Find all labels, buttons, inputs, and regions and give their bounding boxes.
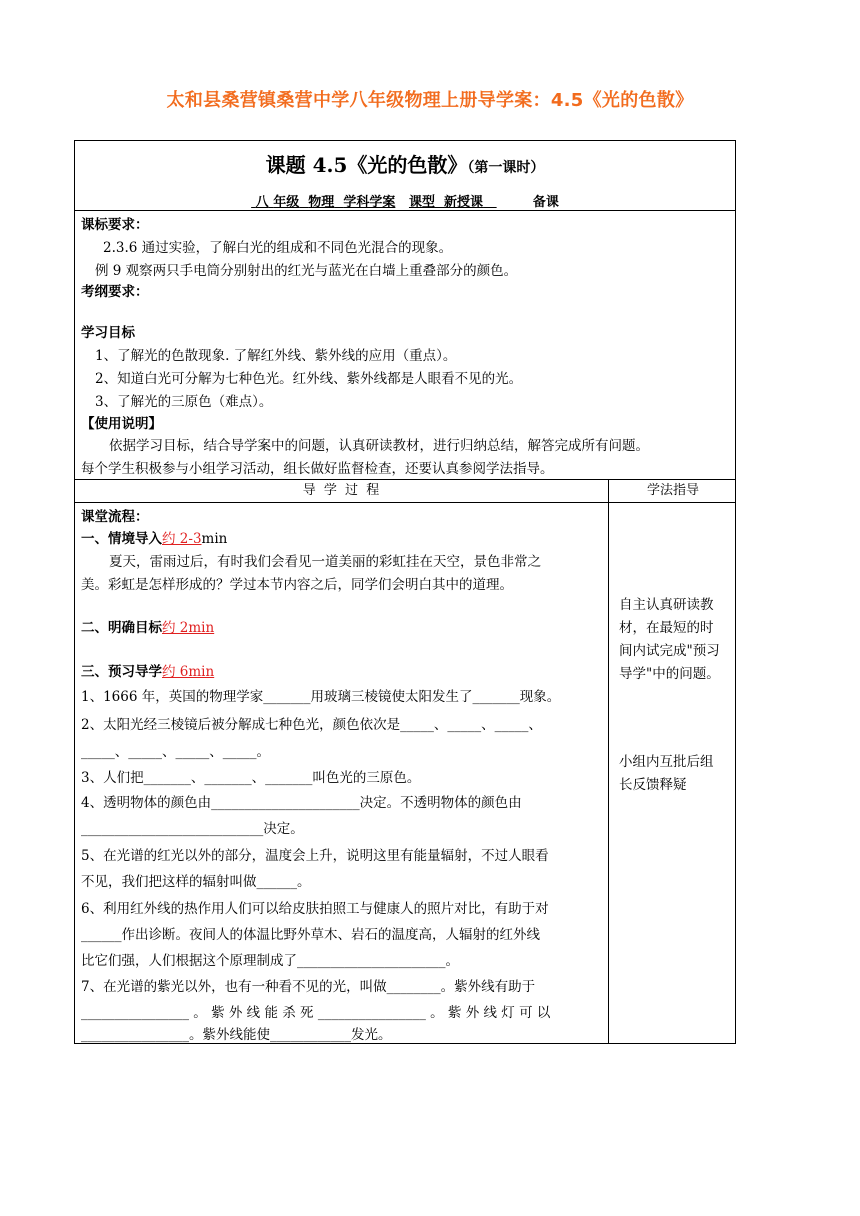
lesson-title-row [75, 151, 735, 182]
curriculum-line-2: 例 9 观察两只手电筒分别射出的红光与蓝光在白墙上重叠部分的颜色。 [95, 263, 518, 279]
question-1: 1、1666 年，英国的物理学家_______用玻璃三棱镜使太阳发生了_______现象。 [81, 689, 561, 705]
section-1-time: 约 2-3 [162, 531, 202, 547]
question-4-line-2: ___________________________决定。 [81, 821, 304, 837]
column-divider [608, 479, 609, 1044]
question-2-line-2: _____、_____、_____、_____。 [81, 744, 270, 760]
question-6-line-3: 比它们强，人们根据这个原理制成了______________________。 [81, 953, 459, 969]
meta-type: 课型 新授课 [408, 195, 484, 210]
lesson-period: （第一课时） [467, 160, 545, 176]
section-1-line-2: 美。彩虹是怎样形成的？学过本节内容之后，同学们会明白其中的道理。 [81, 577, 513, 593]
question-3: 3、人们把_______、_______、_______叫色光的三原色。 [81, 770, 421, 786]
meta-prep: 备课 [532, 195, 559, 210]
section-1: 一、情境导入约 2-3min [81, 531, 228, 547]
question-7-line-3: ________________。紫外线能使____________发光。 [81, 1027, 392, 1043]
column-process: 导 学 过 程 [302, 483, 382, 498]
section-3: 三、预习导学约 6min [81, 664, 215, 680]
question-7-line-1: 7、在光谱的紫光以外，也有一种看不见的光，叫做________。紫外线有助于 [81, 979, 536, 995]
meta-grade: 八 年级 物理 学科学案 [255, 195, 396, 210]
goal-3: 3、了解光的三原色（难点）。 [95, 394, 273, 410]
usage-line-1: 依据学习目标，结合导学案中的问题，认真研读教材，进行归纳总结，解答完成所有问题。 [109, 438, 649, 454]
section-2-time: 约 2min [162, 620, 215, 636]
document-title: 太和县桑营镇桑营中学八年级物理上册导学案：4.5《光的色散》 [166, 90, 694, 111]
question-7-line-2: ________________ 。 紫 外 线 能 杀 死 ________________ 。 紫 外 线 灯 可 以 [81, 1005, 551, 1021]
usage-heading: 【使用说明】 [81, 416, 162, 432]
curriculum-line-1: 2.3.6 通过实验，了解白光的组成和不同色光混合的现象。 [103, 240, 453, 256]
goals-heading: 学习目标 [81, 325, 135, 341]
flow-heading: 课堂流程： [81, 509, 149, 525]
column-guide: 学法指导 [646, 483, 699, 498]
guide-note-2: 小组内互批后组 长反馈释疑 [619, 754, 714, 793]
goal-2: 2、知道白光可分解为七种色光。红外线、紫外线都是人眼看不见的光。 [95, 371, 523, 387]
question-6-line-1: 6、利用红外线的热作用人们可以给皮肤拍照工与健康人的照片对比，有助于对 [81, 901, 549, 917]
goal-1: 1、了解光的色散现象. 了解红外线、紫外线的应用（重点）。 [95, 348, 457, 364]
lesson-plan-table [74, 140, 736, 1044]
section-3-time: 约 6min [162, 664, 215, 680]
question-5-line-2: 不见，我们把这样的辐射叫做______。 [81, 874, 311, 890]
section-2: 二、明确目标约 2min [81, 620, 215, 636]
section-1-line-1: 夏天，雷雨过后，有时我们会看见一道美丽的彩虹挂在天空，景色非常之 [109, 554, 541, 570]
divider [75, 502, 735, 503]
divider [75, 479, 735, 480]
question-6-line-2: ______作出诊断。夜间人的体温比野外草木、岩石的温度高，人辐射的红外线 [81, 927, 540, 943]
question-5-line-1: 5、在光谱的红光以外的部分，温度会上升，说明这里有能量辐射，不过人眼看 [81, 848, 549, 864]
guide-note-1: 自主认真研读教 材，在最短的时 间内试完成"预习 导学"中的问题。 [619, 597, 720, 682]
question-4-line-1: 4、透明物体的颜色由______________________决定。不透明物体的颜色由 [81, 795, 522, 811]
exam-heading: 考纲要求： [81, 284, 149, 300]
lesson-title: 课题 4.5《光的色散》 [265, 153, 468, 177]
divider [75, 210, 735, 211]
lesson-meta [75, 191, 735, 210]
question-2-line-1: 2、太阳光经三棱镜后被分解成七种色光，颜色依次是_____、_____、_____、 [81, 717, 542, 733]
curriculum-heading: 课标要求： [81, 217, 149, 233]
usage-line-2: 每个学生积极参与小组学习活动，组长做好监督检查，还要认真参阅学法指导。 [81, 461, 554, 477]
